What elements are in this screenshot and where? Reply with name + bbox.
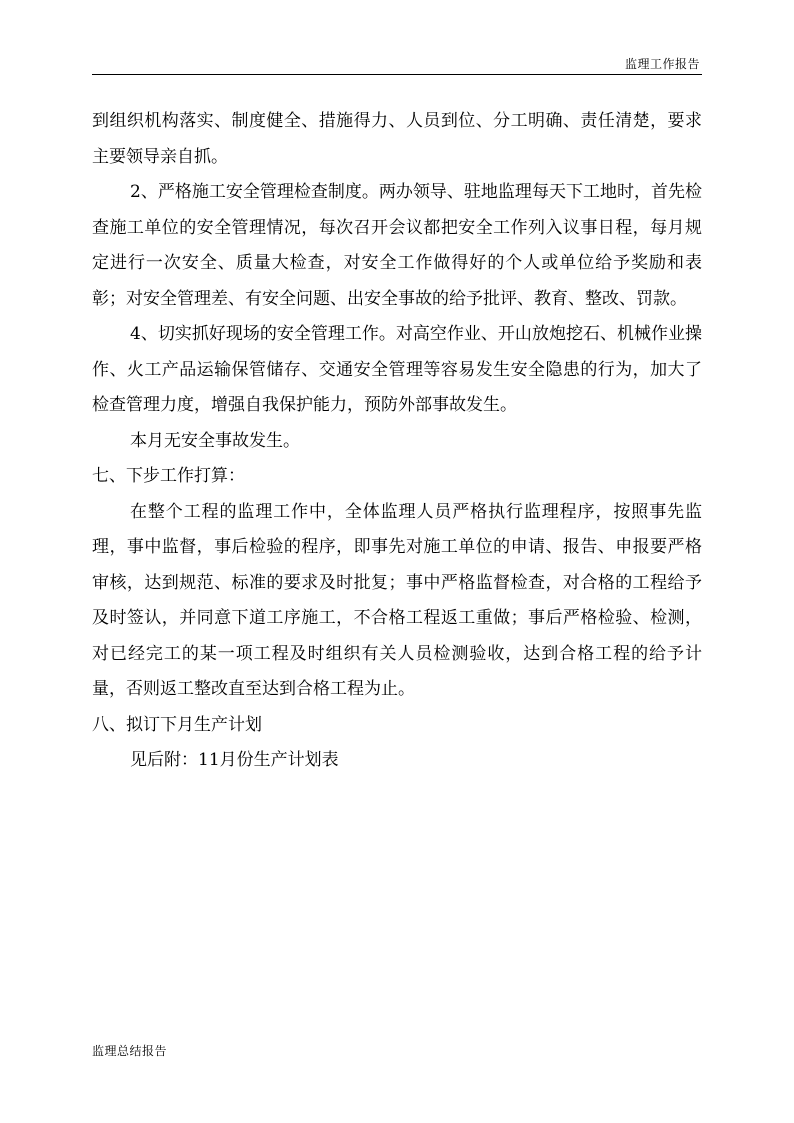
header-divider <box>92 74 702 75</box>
section-heading-next-steps: 七、下步工作打算： <box>92 466 245 486</box>
section-heading-next-month-plan: 八、拟订下月生产计划 <box>92 714 262 735</box>
page-footer-title: 监理总结报告 <box>92 1044 168 1058</box>
page-header-title: 监理工作报告 <box>624 57 700 71</box>
paragraph-safety-inspection-system: 2、严格施工安全管理检查制度。两办领导、驻地监理每天下工地时，首先检查施工单位的安全管理情况，每次召开会议都把安全工作列入议事日程，每月规定进行一次安全、质量大检查，对安全工作做得好的个人或单位给予奖励和表彰；对安全管理差、有安全问题、出安全事故的给予批评、教育、整改、罚款。 <box>92 182 702 309</box>
paragraph-supervision-procedure: 在整个工程的监理工作中，全体监理人员严格执行监理程序，按照事先监理，事中监督，事后检验的程序，即事先对施工单位的申请、报告、申报要严格审核，达到规范、标准的要求及时批复；事中严格监督检查，对合格的工程给予及时签认，并同意下道工序施工，不合格工程返工重做；事后严格检验、检测，对已经完工的某一项工程及时组织有关人员检测验收，达到合格工程的给予计量，否则返工整改直至达到合格工程为止。 <box>92 501 702 699</box>
paragraph-no-accidents: 本月无安全事故发生。 <box>130 430 300 451</box>
paragraph-org-structure: 到组织机构落实、制度健全、措施得力、人员到位、分工明确、责任清楚，要求主要领导亲自抓。 <box>92 111 702 167</box>
paragraph-plan-attachment: 见后附：11月份生产计划表 <box>130 750 339 770</box>
document-body <box>92 104 702 779</box>
paragraph-site-safety-management: 4、切实抓好现场的安全管理工作。对高空作业、开山放炮挖石、机械作业操作、火工产品运输保管储存、交通安全管理等容易发生安全隐患的行为，加大了检查管理力度，增强自我保护能力，预防外部事故发生。 <box>92 324 702 415</box>
